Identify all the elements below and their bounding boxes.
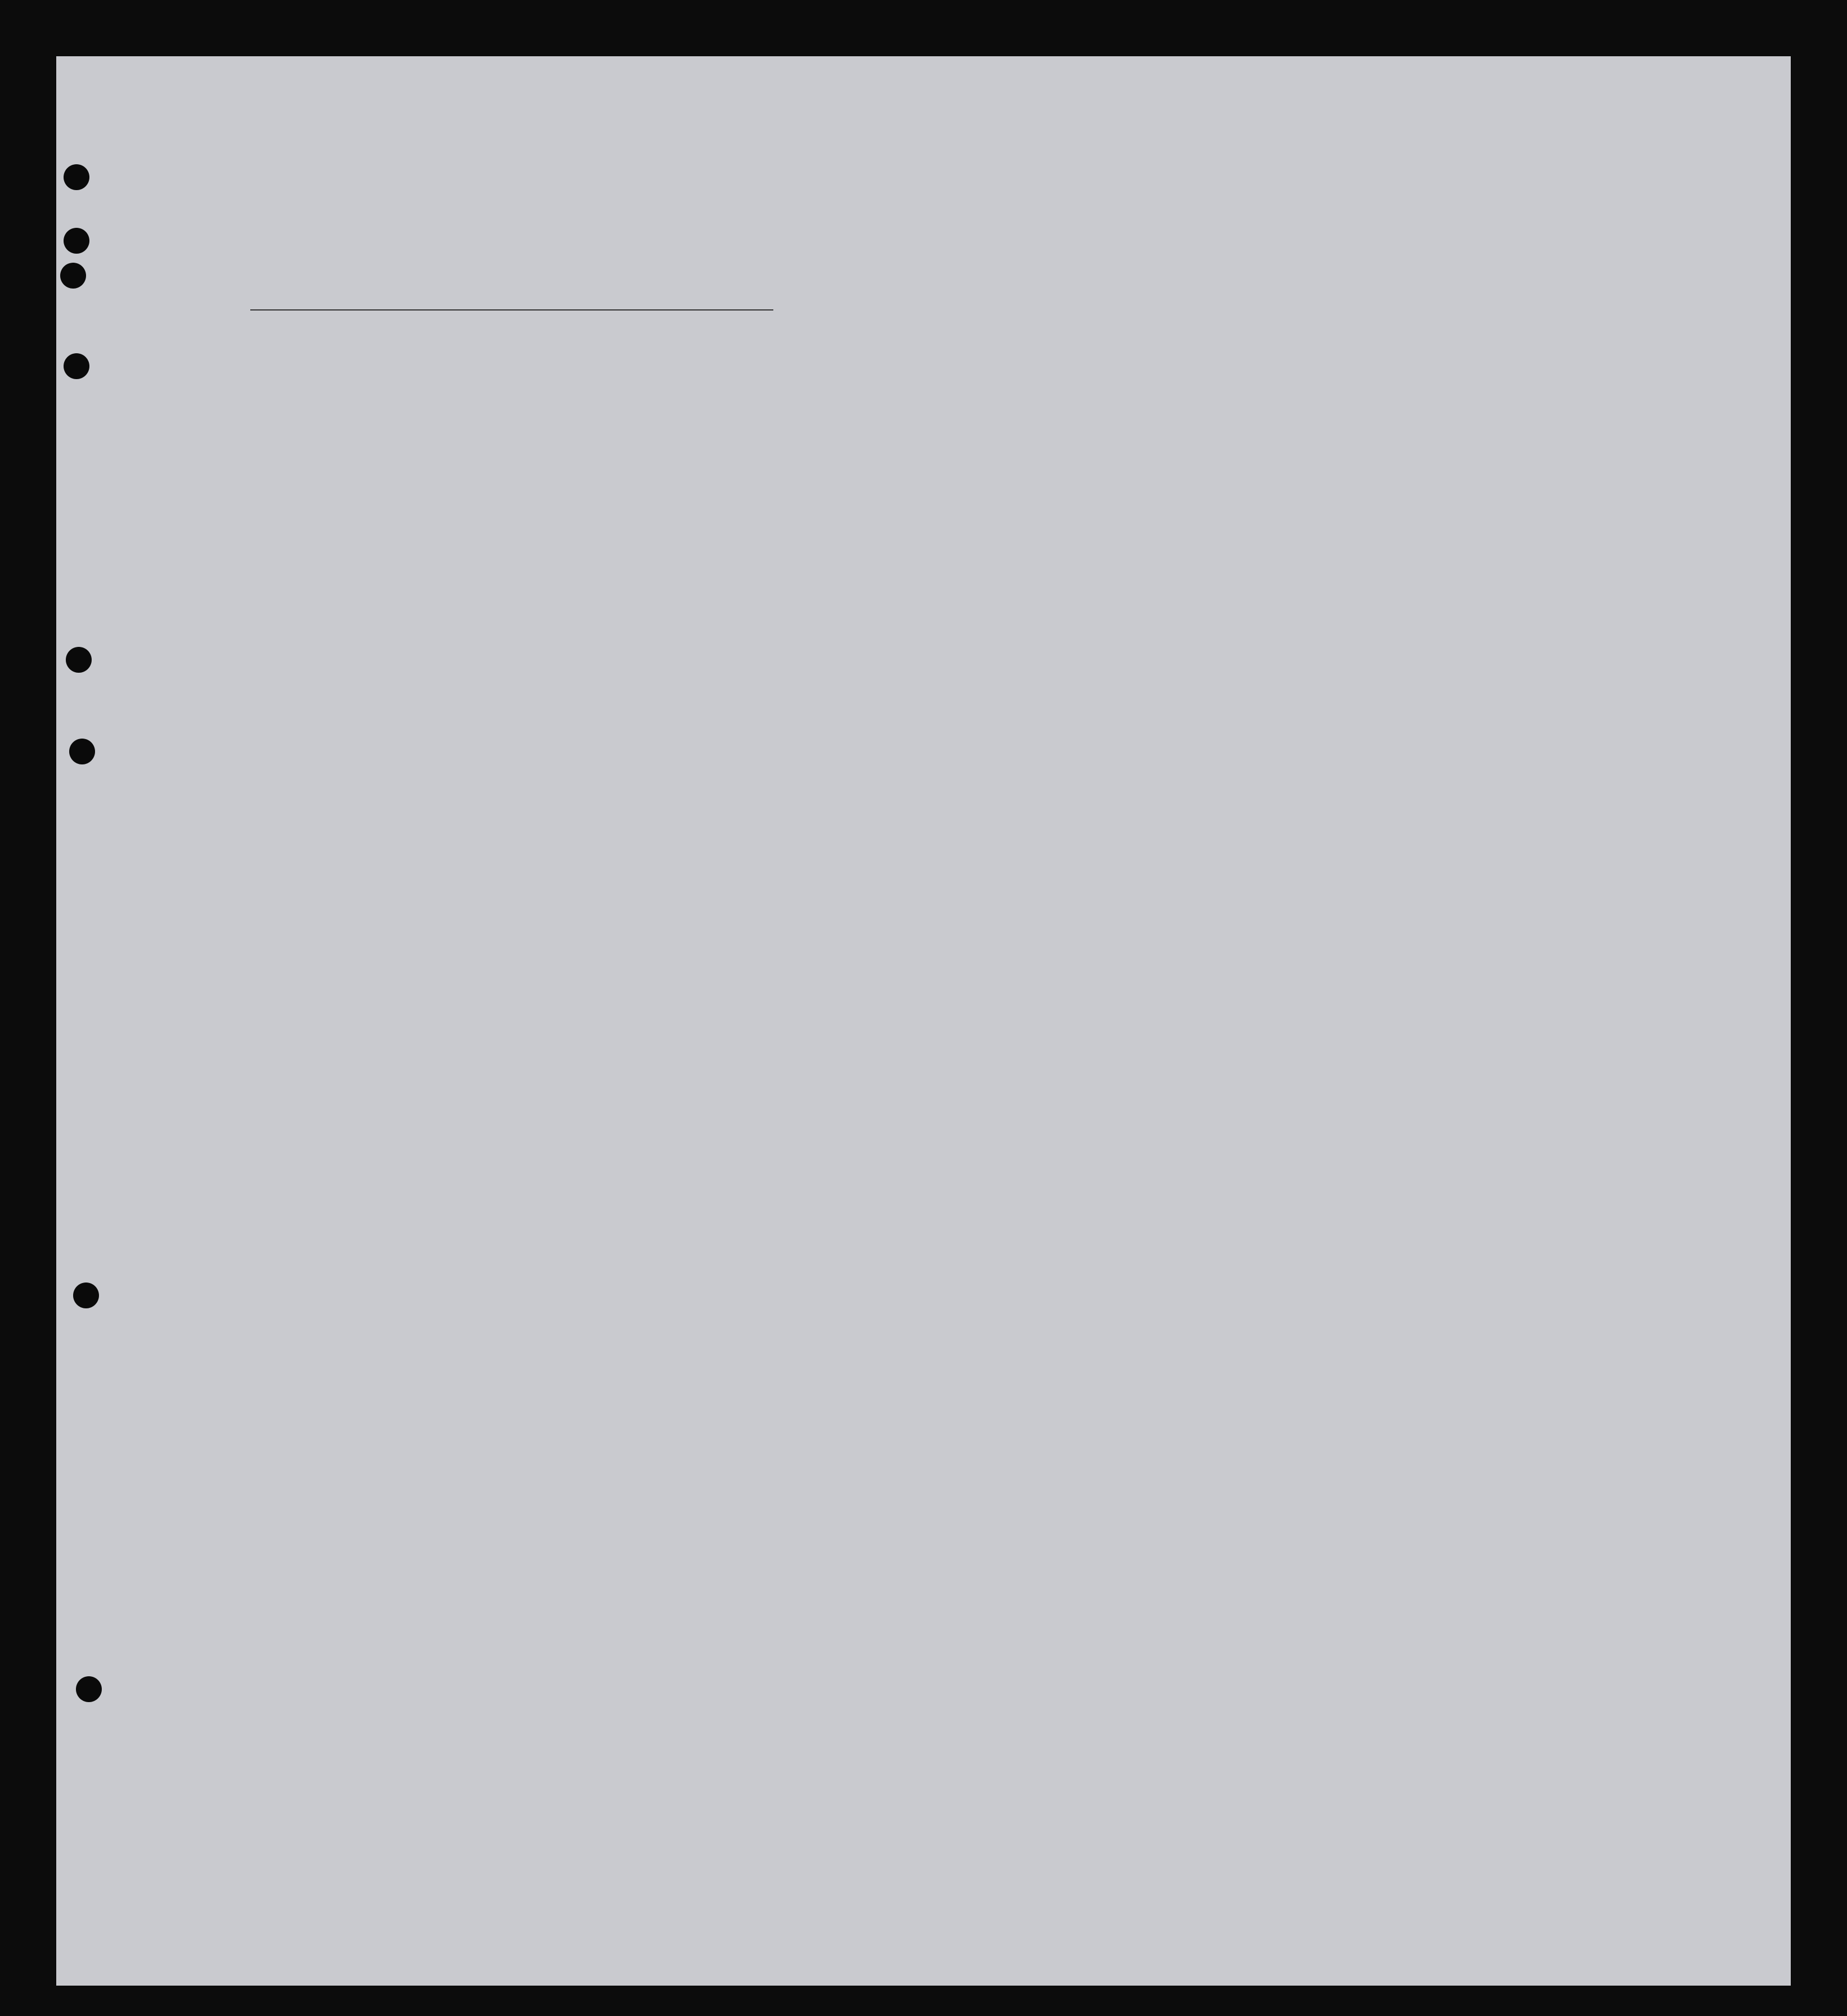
vessel-line xyxy=(197,288,1727,316)
binder-hole xyxy=(73,1282,99,1308)
vessel-underline xyxy=(250,309,773,310)
binder-hole xyxy=(64,228,89,254)
manifest-sheet xyxy=(56,56,1791,1986)
binder-hole xyxy=(76,1676,102,1702)
binder-hole xyxy=(64,353,89,379)
binder-hole xyxy=(69,739,95,764)
binder-hole xyxy=(66,647,92,673)
binder-hole xyxy=(60,263,86,289)
binder-hole xyxy=(64,164,89,190)
